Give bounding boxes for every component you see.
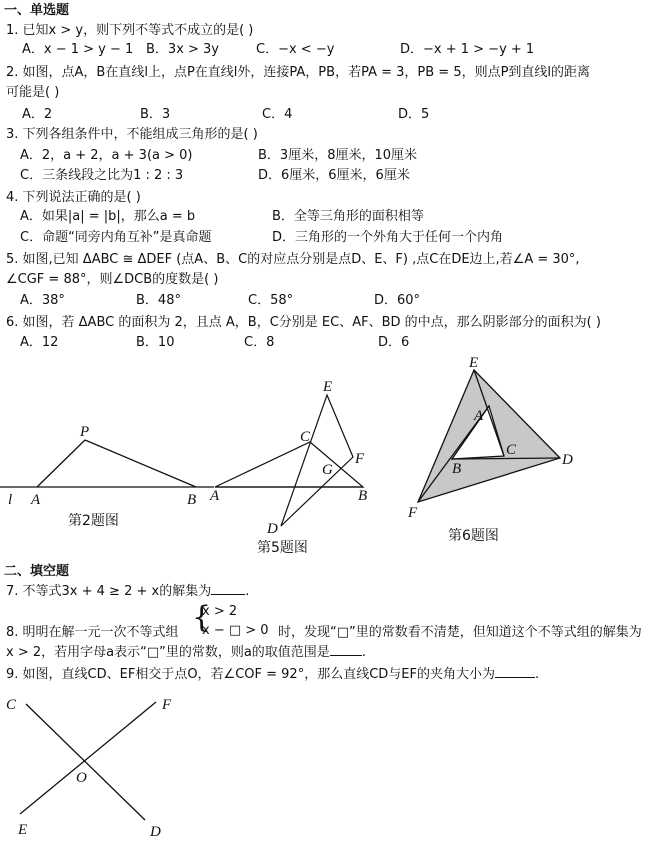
q1-option-c: C．−x < −y (256, 42, 335, 57)
fig2-label-p: P (80, 424, 90, 440)
q6-option-c: C．8 (244, 335, 275, 350)
fig2-label-l: l (8, 492, 13, 508)
q4-option-d: D．三角形的一个外角大于任何一个内角 (272, 230, 504, 245)
section-title-fill-blank: 二、填空题 (4, 564, 70, 579)
fig2-segment-pb (85, 440, 196, 487)
q8-prefix: 8. 明明在解一元一次不等式组 (6, 625, 179, 640)
q8-system-bottom: x − □ > 0 (202, 623, 269, 638)
fig5-label-c: C (300, 429, 311, 445)
fig2-caption: 第2题图 (68, 513, 119, 529)
q7-period: . (245, 584, 250, 599)
q8-system-brace: { (192, 600, 212, 635)
fig2-segment-pa (37, 440, 85, 487)
fig5-label-d: D (267, 521, 278, 537)
q1-option-a: A．x − 1 > y − 1 (22, 42, 134, 57)
q3-stem: 3. 下列各组条件中，不能组成三角形的是( ) (6, 127, 258, 142)
q5-stem-line2: ∠CGF = 88°，则∠DCB的度数是( ) (6, 272, 219, 287)
q1-option-b: B．3x > 3y (146, 42, 220, 57)
fig6-label-b: B (452, 461, 462, 477)
fig9-label-o: O (76, 770, 87, 786)
q3-option-d: D．6厘米，6厘米，6厘米 (258, 168, 410, 183)
q5-option-d: D．60° (374, 293, 421, 308)
q6-option-d: D．6 (378, 335, 410, 350)
q6-option-a: A．12 (20, 335, 59, 350)
q2-option-b: B．3 (140, 107, 171, 122)
q3-option-a: A．2，a + 2，a + 3(a > 0) (20, 148, 193, 163)
fig5-triangle-abc (215, 442, 363, 487)
q9-answer-blank[interactable] (495, 677, 535, 678)
q2-option-d: D．5 (398, 107, 430, 122)
q8-period: . (361, 645, 366, 660)
fig5-label-b: B (358, 488, 368, 504)
q5-stem-line1: 5. 如图,已知 ΔABC ≅ ΔDEF (点A、B、C的对应点分别是点D、E、F) ,点C在DE边上,若∠A = 30°, (6, 252, 580, 267)
figure-q5 (205, 378, 385, 558)
q2-option-a: A．2 (22, 107, 53, 122)
q1-option-d: D．−x + 1 > −y + 1 (400, 42, 535, 57)
q5-option-c: C．58° (248, 293, 294, 308)
fig9-label-e: E (18, 822, 28, 838)
section-title-single-choice: 一、单选题 (4, 3, 70, 18)
q9-line (6, 666, 539, 683)
q7-stem: 7. 不等式3x + 4 ≥ 2 + x的解集为 (6, 584, 212, 599)
q1-stem: 1. 已知x > y，则下列不等式不成立的是( ) (6, 23, 254, 38)
q6-option-b: B．10 (136, 335, 175, 350)
figure-q2 (0, 410, 220, 540)
fig9-label-d: D (150, 824, 161, 840)
fig6-label-e: E (469, 355, 479, 371)
q2-stem-line1: 2. 如图，点A，B在直线l上，点P在直线l外，连接PA，PB，若PA = 3，PB = 5，则点P到直线l的距离 (6, 65, 591, 80)
q8-system-top: x > 2 (202, 604, 238, 619)
q7-line (6, 583, 249, 600)
fig2-label-a: A (31, 492, 41, 508)
q8-line2 (6, 644, 366, 661)
fig5-label-e: E (323, 379, 333, 395)
q4-option-a: A．如果|a| = |b|，那么a = b (20, 209, 196, 224)
fig6-caption: 第6题图 (448, 528, 499, 544)
fig6-label-a: A (474, 408, 484, 424)
fig9-label-c: C (6, 697, 17, 713)
q4-option-c: C．命题“同旁内角互补”是真命题 (20, 230, 212, 245)
q3-option-c: C．三条线段之比为1 : 2 : 3 (20, 168, 184, 183)
fig9-label-f: F (162, 697, 172, 713)
fig5-caption: 第5题图 (257, 540, 308, 556)
q8-stem-line2: x > 2，若用字母a表示“□”里的常数，则a的取值范围是 (6, 645, 330, 660)
q4-option-b: B．全等三角形的面积相等 (272, 209, 424, 224)
q2-stem-line2: 可能是( ) (6, 85, 60, 100)
q9-period: . (534, 667, 540, 682)
q4-stem: 4. 下列说法正确的是( ) (6, 190, 141, 205)
q7-answer-blank[interactable] (211, 594, 245, 595)
fig6-label-d: D (562, 452, 573, 468)
fig6-label-c: C (506, 442, 517, 458)
figure-q9 (0, 690, 200, 841)
figure-q6 (400, 350, 590, 550)
fig5-label-g: G (322, 462, 333, 478)
q8-answer-blank[interactable] (330, 655, 362, 656)
fig9-line-cd (26, 704, 145, 820)
fig5-triangle-def (281, 395, 353, 526)
fig6-label-f: F (408, 505, 418, 521)
q9-stem: 9. 如图，直线CD、EF相交于点O，若∠COF = 92°，那么直线CD与EF的夹角大小为 (6, 667, 495, 682)
q5-option-a: A．38° (20, 293, 65, 308)
q3-option-b: B．3厘米，8厘米，10厘米 (258, 148, 418, 163)
q6-stem: 6. 如图，若 ΔABC 的面积为 2，且点 A，B，C分别是 EC、AF、BD 的中点，那么阴影部分的面积为( ) (6, 315, 601, 330)
fig2-label-b: B (187, 492, 197, 508)
q5-option-b: B．48° (136, 293, 181, 308)
q2-option-c: C．4 (262, 107, 293, 122)
fig5-label-f: F (355, 451, 365, 467)
fig5-label-a: A (210, 488, 220, 504)
q8-stem-rest: 时，发现“□”里的常数看不清楚，但知道这个不等式组的解集为 (278, 625, 642, 640)
